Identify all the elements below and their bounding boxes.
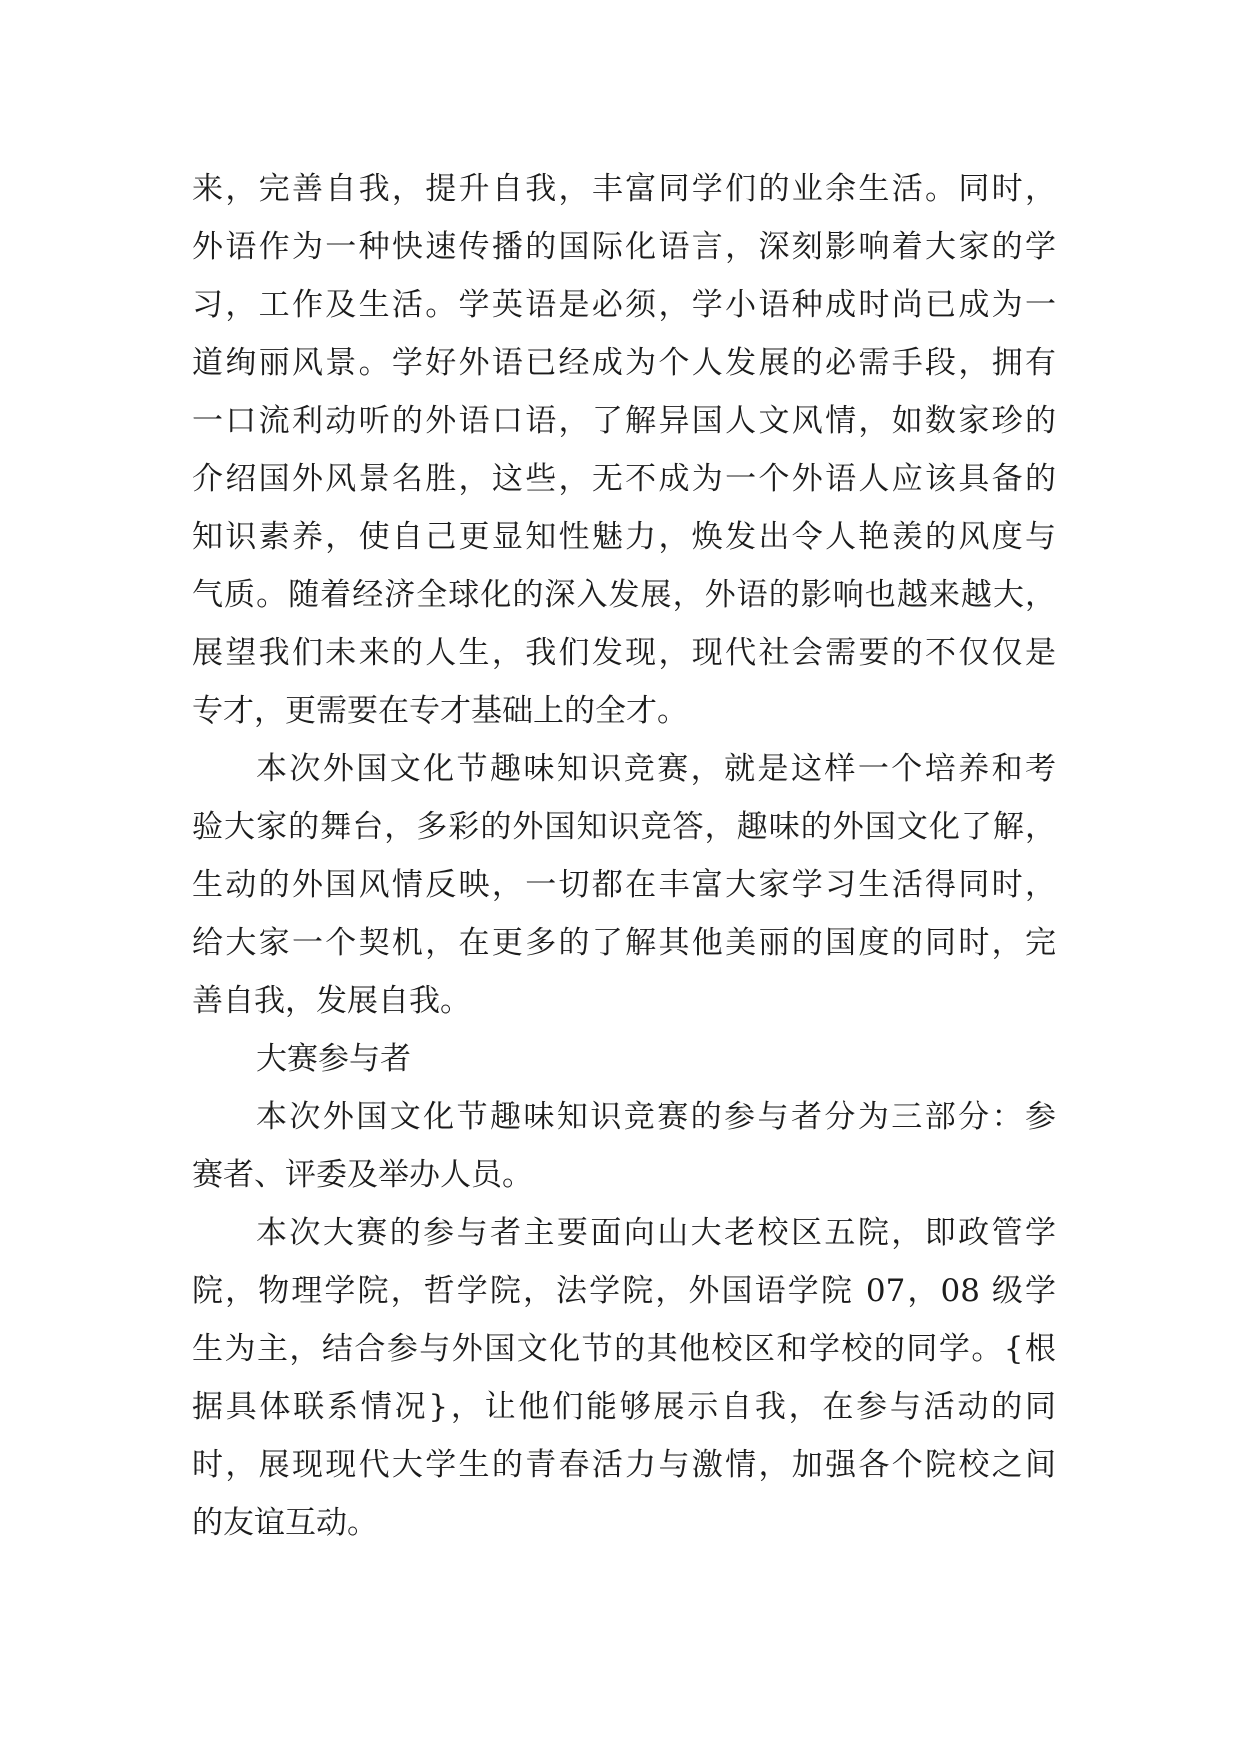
heading-line: 大赛参与者 bbox=[256, 1041, 411, 1077]
text-line: 介绍国外风景名胜，这些，无不成为一个外语人应该具备的 bbox=[192, 461, 1056, 497]
text-line: 的友谊互动。 bbox=[192, 1505, 378, 1541]
text-line: 道绚丽风景。学好外语已经成为个人发展的必需手段，拥有 bbox=[192, 345, 1056, 381]
text-line: 时，展现现代大学生的青春活力与激情，加强各个院校之间 bbox=[192, 1447, 1056, 1483]
text-line: 习，工作及生活。学英语是必须，学小语种成时尚已成为一 bbox=[192, 287, 1056, 323]
text-line: 院，物理学院，哲学院，法学院，外国语学院 07，08 级学 bbox=[192, 1273, 1056, 1309]
paragraph bbox=[192, 1088, 1056, 1204]
text-line: 生动的外国风情反映，一切都在丰富大家学习生活得同时， bbox=[192, 867, 1056, 903]
text-line: 知识素养，使自己更显知性魅力，焕发出令人艳羡的风度与 bbox=[192, 519, 1056, 555]
document-body bbox=[192, 160, 1056, 1552]
paragraph bbox=[192, 160, 1056, 740]
text-line: 验大家的舞台，多彩的外国知识竞答，趣味的外国文化了解， bbox=[192, 809, 1056, 845]
text-line: 本次外国文化节趣味知识竞赛的参与者分为三部分：参 bbox=[256, 1099, 1056, 1135]
text-line: 来，完善自我，提升自我，丰富同学们的业余生活。同时， bbox=[192, 171, 1056, 207]
text-line: 善自我，发展自我。 bbox=[192, 983, 471, 1019]
text-line: 专才，更需要在专才基础上的全才。 bbox=[192, 693, 688, 729]
text-line: 赛者、评委及举办人员。 bbox=[192, 1157, 533, 1193]
text-line: 本次外国文化节趣味知识竞赛，就是这样一个培养和考 bbox=[256, 751, 1056, 787]
text-line: 气质。随着经济全球化的深入发展，外语的影响也越来越大， bbox=[192, 577, 1056, 613]
text-line: 给大家一个契机，在更多的了解其他美丽的国度的同时，完 bbox=[192, 925, 1056, 961]
text-line: 生为主，结合参与外国文化节的其他校区和学校的同学。{根 bbox=[192, 1331, 1056, 1367]
paragraph bbox=[192, 1204, 1056, 1552]
text-line: 展望我们未来的人生，我们发现，现代社会需要的不仅仅是 bbox=[192, 635, 1056, 671]
text-line: 外语作为一种快速传播的国际化语言，深刻影响着大家的学 bbox=[192, 229, 1056, 265]
text-line: 一口流利动听的外语口语，了解异国人文风情，如数家珍的 bbox=[192, 403, 1056, 439]
section-heading bbox=[192, 1030, 1056, 1088]
text-line: 本次大赛的参与者主要面向山大老校区五院，即政管学 bbox=[256, 1215, 1056, 1251]
paragraph bbox=[192, 740, 1056, 1030]
text-line: 据具体联系情况}，让他们能够展示自我，在参与活动的同 bbox=[192, 1389, 1056, 1425]
